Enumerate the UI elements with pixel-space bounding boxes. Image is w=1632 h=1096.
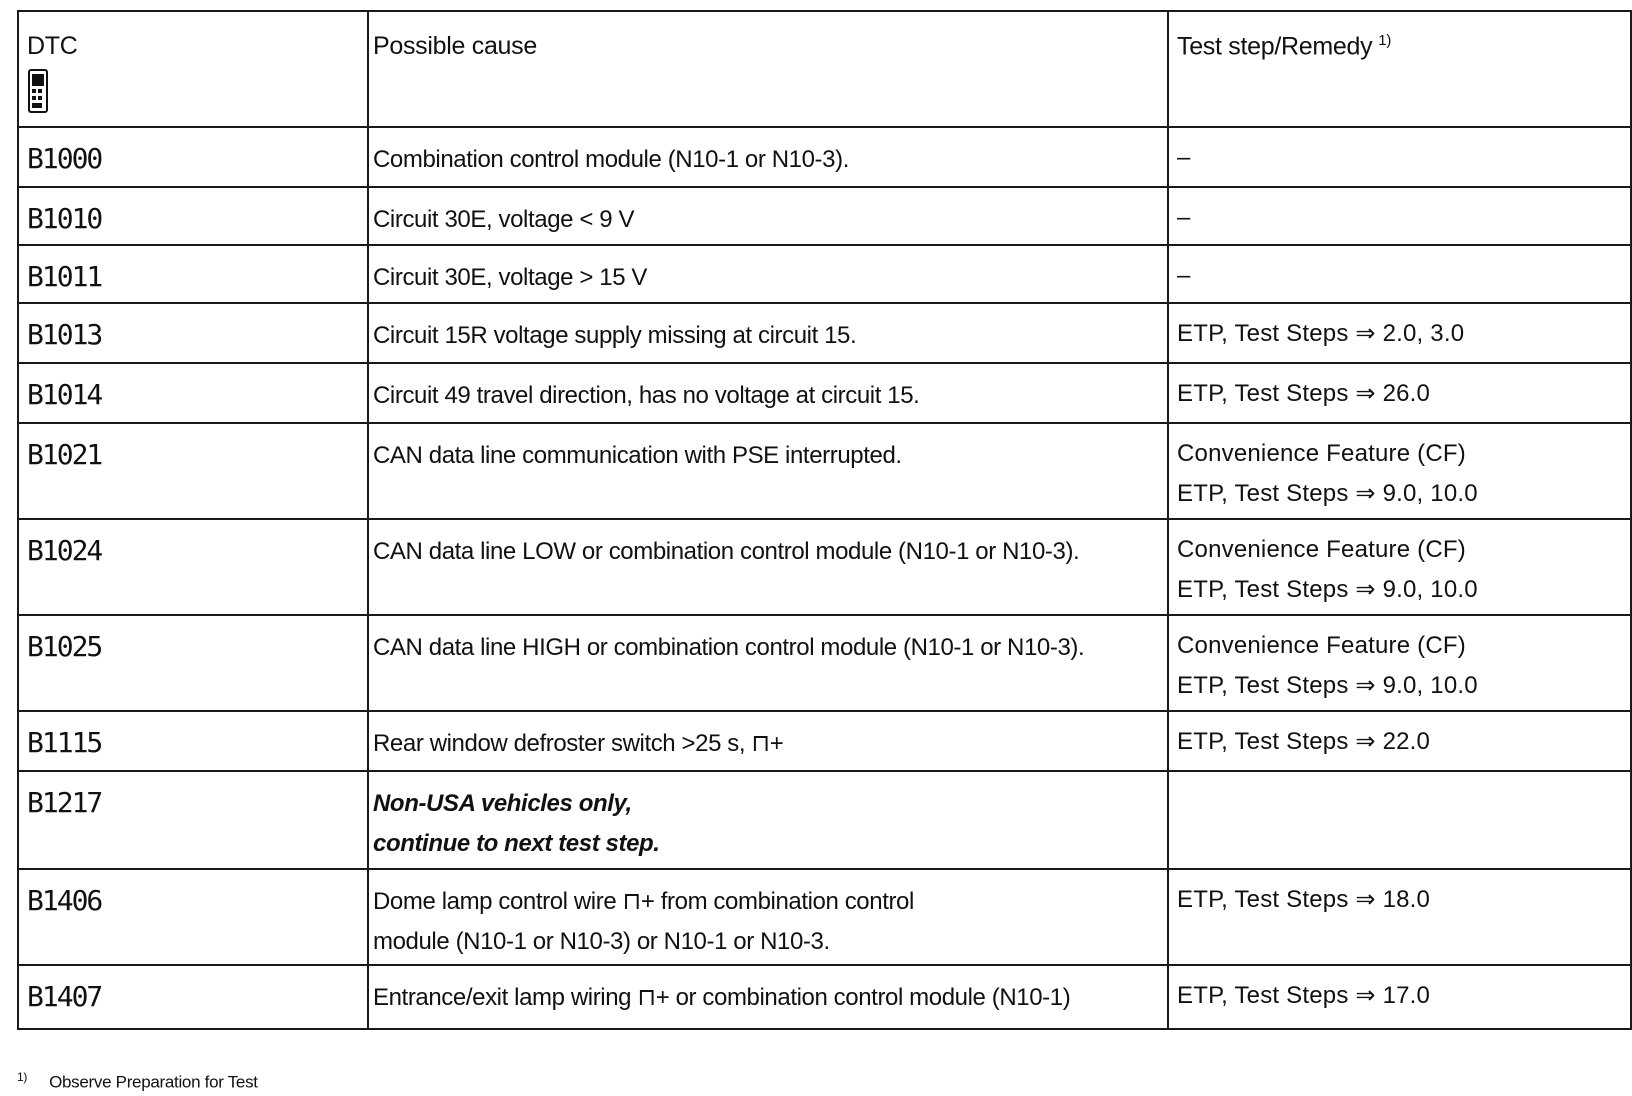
footnote-text: Observe Preparation for Test xyxy=(49,1072,258,1092)
test-step-line: Convenience Feature (CF) xyxy=(1177,440,1466,467)
cause-line: Circuit 30E, voltage < 9 V xyxy=(373,206,635,233)
test-step-line: ETP, Test Steps ⇒ 9.0, 10.0 xyxy=(1177,672,1478,699)
test-step-line: ETP, Test Steps ⇒ 17.0 xyxy=(1177,982,1431,1009)
cause-cell xyxy=(368,423,1168,519)
handheld-tester-icon xyxy=(27,69,49,113)
test-cell xyxy=(1168,771,1631,869)
cause-line: module (N10-1 or N10-3) or N10-1 or N10-3. xyxy=(373,928,830,955)
cause-cell xyxy=(368,771,1168,869)
cause-cell xyxy=(368,519,1168,615)
table-row xyxy=(18,303,1631,363)
dtc-cell xyxy=(18,711,368,771)
dtc-cell xyxy=(18,615,368,711)
test-step-line: Convenience Feature (CF) xyxy=(1177,632,1466,659)
test-step-line: ETP, Test Steps ⇒ 22.0 xyxy=(1177,728,1431,755)
test-cell xyxy=(1168,423,1631,519)
cause-line: CAN data line HIGH or combination control module (N10-1 or N10-3). xyxy=(373,634,1085,661)
cause-cell xyxy=(368,303,1168,363)
test-cell xyxy=(1168,615,1631,711)
test-step-line: ETP, Test Steps ⇒ 9.0, 10.0 xyxy=(1177,480,1478,507)
test-step-line: – xyxy=(1177,262,1191,289)
test-cell xyxy=(1168,245,1631,303)
test-step-line: – xyxy=(1177,204,1191,231)
test-step-line: Convenience Feature (CF) xyxy=(1177,536,1466,563)
cause-line: Non-USA vehicles only, xyxy=(373,790,632,817)
footnote-mark: 1) xyxy=(17,1070,28,1084)
dtc-code: B1024 xyxy=(27,534,102,567)
dtc-cell xyxy=(18,965,368,1029)
header-cause-cell xyxy=(368,11,1168,127)
test-cell xyxy=(1168,303,1631,363)
header-dtc: DTC xyxy=(27,32,78,60)
cause-cell xyxy=(368,245,1168,303)
test-cell xyxy=(1168,519,1631,615)
test-cell xyxy=(1168,127,1631,187)
dtc-code: B1010 xyxy=(27,202,102,235)
cause-line: Combination control module (N10-1 or N10-3). xyxy=(373,146,849,173)
cause-line: Rear window defroster switch >25 s, ⊓+ xyxy=(373,730,784,757)
footnote xyxy=(17,1070,258,1093)
header-test-footnote-mark: 1) xyxy=(1378,32,1392,49)
dtc-code: B1011 xyxy=(27,260,102,293)
dtc-cell xyxy=(18,869,368,965)
dtc-code: B1407 xyxy=(27,980,102,1013)
cause-line: Entrance/exit lamp wiring ⊓+ or combination control module (N10-1) xyxy=(373,984,1071,1011)
dtc-code: B1025 xyxy=(27,630,102,663)
dtc-cell xyxy=(18,245,368,303)
cause-cell xyxy=(368,869,1168,965)
table-row xyxy=(18,127,1631,187)
cause-line: Circuit 15R voltage supply missing at circuit 15. xyxy=(373,322,857,349)
test-cell xyxy=(1168,965,1631,1029)
dtc-cell xyxy=(18,771,368,869)
dtc-cell xyxy=(18,127,368,187)
cause-line: CAN data line LOW or combination control module (N10-1 or N10-3). xyxy=(373,538,1080,565)
dtc-code: B1013 xyxy=(27,318,102,351)
header-test-cell xyxy=(1168,11,1631,127)
dtc-cell xyxy=(18,519,368,615)
dtc-code: B1406 xyxy=(27,884,102,917)
cause-cell xyxy=(368,187,1168,245)
table-header-row xyxy=(18,11,1631,127)
test-step-line: ETP, Test Steps ⇒ 9.0, 10.0 xyxy=(1177,576,1478,603)
test-cell xyxy=(1168,711,1631,771)
cause-cell xyxy=(368,711,1168,771)
cause-line: Dome lamp control wire ⊓+ from combination control xyxy=(373,888,914,915)
dtc-code: B1115 xyxy=(27,726,102,759)
test-step-line: – xyxy=(1177,144,1191,171)
test-cell xyxy=(1168,869,1631,965)
dtc-cell xyxy=(18,187,368,245)
test-step-line: ETP, Test Steps ⇒ 18.0 xyxy=(1177,886,1431,913)
cause-cell xyxy=(368,127,1168,187)
table-row xyxy=(18,245,1631,303)
header-cause: Possible cause xyxy=(373,32,537,60)
dtc-cell xyxy=(18,423,368,519)
cause-line: continue to next test step. xyxy=(373,830,660,857)
test-step-line: ETP, Test Steps ⇒ 2.0, 3.0 xyxy=(1177,320,1465,347)
test-cell xyxy=(1168,187,1631,245)
header-test: Test step/Remedy xyxy=(1177,32,1373,61)
dtc-cell xyxy=(18,303,368,363)
dtc-code: B1000 xyxy=(27,142,102,175)
table-row xyxy=(18,615,1631,711)
dtc-table xyxy=(17,10,1632,1030)
header-dtc-cell xyxy=(18,11,368,127)
table-row xyxy=(18,187,1631,245)
cause-line: CAN data line communication with PSE interrupted. xyxy=(373,442,902,469)
test-cell xyxy=(1168,363,1631,423)
table-row xyxy=(18,771,1631,869)
dtc-code: B1014 xyxy=(27,378,102,411)
dtc-cell xyxy=(18,363,368,423)
cause-line: Circuit 30E, voltage > 15 V xyxy=(373,264,648,291)
table-row xyxy=(18,711,1631,771)
table-row xyxy=(18,965,1631,1029)
table-row xyxy=(18,519,1631,615)
dtc-code: B1021 xyxy=(27,438,102,471)
cause-line: Circuit 49 travel direction, has no voltage at circuit 15. xyxy=(373,382,920,409)
test-step-line: ETP, Test Steps ⇒ 26.0 xyxy=(1177,380,1431,407)
cause-cell xyxy=(368,615,1168,711)
dtc-table-sheet xyxy=(17,10,1630,1030)
table-row xyxy=(18,869,1631,965)
cause-cell xyxy=(368,965,1168,1029)
dtc-code: B1217 xyxy=(27,786,102,819)
table-row xyxy=(18,423,1631,519)
table-row xyxy=(18,363,1631,423)
cause-cell xyxy=(368,363,1168,423)
